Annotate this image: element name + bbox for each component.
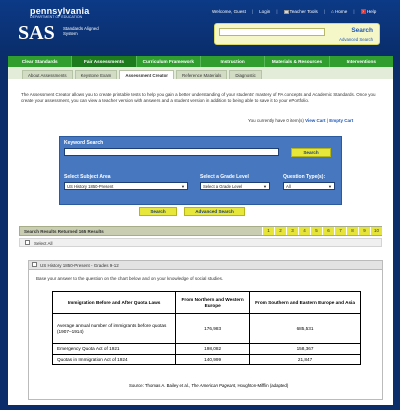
question-checkbox[interactable] <box>32 262 37 267</box>
table-cell: 140,999 <box>176 354 250 365</box>
site-search-button[interactable]: Search <box>351 27 373 34</box>
select-all-label: Select All <box>34 241 53 246</box>
main-nav <box>8 56 393 67</box>
source-prefix: Source: Thomas A. Bailey et al., <box>129 383 192 388</box>
separator: | <box>323 9 325 14</box>
tab-reference-materials[interactable]: Reference Materials <box>176 70 227 79</box>
teacher-tools-label: Teacher Tools <box>289 9 318 14</box>
teacher-tools-link[interactable] <box>284 9 318 14</box>
advanced-search-button[interactable]: Advanced Search <box>184 207 245 216</box>
help-label: Help <box>366 9 377 14</box>
table-cell: Quotas in Immigration Act of 1924 <box>53 354 176 365</box>
cart-count-text: You currently have 0 item(s) <box>248 118 304 123</box>
page-link[interactable]: 3 <box>286 227 298 235</box>
nav-instruction[interactable]: Instruction <box>201 56 265 67</box>
pagination <box>262 227 382 235</box>
question-type-label: Question Type(s): <box>283 174 326 180</box>
page-link[interactable]: 10 <box>370 227 382 235</box>
table-header: From Southern and Eastern Europe and Asia <box>250 292 361 314</box>
page-link[interactable]: 2 <box>274 227 286 235</box>
tab-diagnostic[interactable]: Diagnostic <box>229 70 262 79</box>
keyword-search-label: Keyword Search <box>64 140 104 146</box>
table-cell: 198,082 <box>176 344 250 355</box>
page-link[interactable]: 8 <box>346 227 358 235</box>
home-icon: ⌂ <box>331 9 334 14</box>
sas-logo[interactable]: SAS <box>18 22 55 44</box>
brand-tagline: Standards Aligned System <box>63 26 99 36</box>
table-source <box>129 383 288 388</box>
select-all-row <box>19 238 382 247</box>
table-cell: 685,531 <box>250 314 361 344</box>
grade-level-value: Select a Grade Level <box>203 184 243 189</box>
page-link[interactable]: 9 <box>358 227 370 235</box>
tab-keystone-exam[interactable]: Keystone Exam <box>75 70 118 79</box>
help-link[interactable] <box>361 9 377 14</box>
grade-level-select[interactable] <box>200 182 270 190</box>
subject-area-value: US History 1850-Present <box>67 184 114 189</box>
brand-state: pennsylvania <box>30 6 90 16</box>
table-row <box>53 344 361 355</box>
table-cell: 176,983 <box>176 314 250 344</box>
keyword-search-input[interactable] <box>64 148 279 156</box>
separator: | <box>326 118 328 123</box>
cart-status <box>248 118 353 123</box>
dropdown-arrow-icon: ▼ <box>328 184 332 189</box>
welcome-text: Welcome, Guest <box>212 9 246 14</box>
site-search-input[interactable] <box>219 28 325 36</box>
search-button[interactable]: Search <box>139 207 177 216</box>
source-title: The American Pageant <box>191 383 236 388</box>
table-header: Immigration Before and After Quota Laws <box>53 292 176 314</box>
nav-materials-resources[interactable]: Materials & Resources <box>265 56 329 67</box>
separator: | <box>251 9 254 14</box>
sub-nav <box>8 67 393 79</box>
brand-dept: DEPARTMENT OF EDUCATION <box>30 15 83 19</box>
source-suffix: , Houghton-Mifflin (adapted) <box>235 383 289 388</box>
top-links <box>212 9 376 14</box>
separator: | <box>353 9 355 14</box>
select-all-checkbox[interactable] <box>25 240 30 245</box>
page-link[interactable]: 4 <box>298 227 310 235</box>
table-row <box>53 314 361 344</box>
tab-about-assessments[interactable]: About Assessments <box>22 70 73 79</box>
empty-cart-link[interactable]: Empty Cart <box>329 118 354 123</box>
question-card <box>28 260 383 400</box>
table-cell: Emergency Quota Act of 1921 <box>53 344 176 355</box>
tab-assessment-creator[interactable]: Assessment Creator <box>119 70 174 79</box>
dropdown-arrow-icon: ▼ <box>181 184 185 189</box>
help-icon: ? <box>361 9 365 14</box>
nav-fair-assessments[interactable]: Fair Assessments <box>72 56 136 67</box>
table-header-row <box>53 292 361 314</box>
keyword-search-button[interactable]: Search <box>291 148 331 157</box>
nav-interventions[interactable]: Interventions <box>346 59 377 64</box>
nav-curriculum-framework[interactable]: Curriculum Framework <box>137 56 201 67</box>
subject-area-label: Select Subject Area <box>64 174 111 180</box>
table-cell: Average annual number of immigrants before quotas (1907–1914) <box>53 314 176 344</box>
home-label: Home <box>335 9 348 14</box>
table-header: From Northern and Western Europe <box>176 292 250 314</box>
question-subject: US History 1850-Present - Grades 9-12 <box>40 263 119 268</box>
question-type-select[interactable] <box>283 182 335 190</box>
site-search-panel <box>214 23 380 45</box>
question-prompt: Base your answer to the question on the chart below and on your knowledge of social studies. <box>36 276 224 281</box>
results-count: Search Results Returned 165 Results <box>24 229 104 234</box>
view-cart-link[interactable]: View Cart <box>305 118 326 123</box>
home-link[interactable] <box>331 9 347 14</box>
intro-text: The Assessment Creator allows you to create printable tests to help you gain a better understanding of your students' mastery of PA concepts and Academic Standards. Once you create your assessment, you can view a teacher version with answers and a student version in addition to being able to save it to your ePortfolio. <box>21 92 376 104</box>
page-link[interactable]: 7 <box>334 227 346 235</box>
page-link[interactable]: 5 <box>310 227 322 235</box>
grade-level-label: Select a Grade Level <box>200 174 249 180</box>
separator: | <box>276 9 278 14</box>
results-bar <box>19 226 382 236</box>
table-row <box>53 354 361 365</box>
table-cell: 21,847 <box>250 354 361 365</box>
table-cell: 158,367 <box>250 344 361 355</box>
nav-clear-standards[interactable]: Clear Standards <box>8 56 72 67</box>
page-link[interactable]: 6 <box>322 227 334 235</box>
login-link[interactable]: Login <box>259 9 271 14</box>
immigration-table <box>52 291 361 365</box>
dropdown-arrow-icon: ▼ <box>263 184 267 189</box>
advanced-search-link[interactable]: Advanced Search <box>339 37 373 42</box>
toolbox-icon <box>284 10 289 14</box>
search-form-panel <box>59 136 342 205</box>
question-type-value: All <box>286 184 291 189</box>
subject-area-select[interactable] <box>64 182 188 190</box>
page-link[interactable]: 1 <box>262 227 274 235</box>
question-header <box>29 261 382 270</box>
